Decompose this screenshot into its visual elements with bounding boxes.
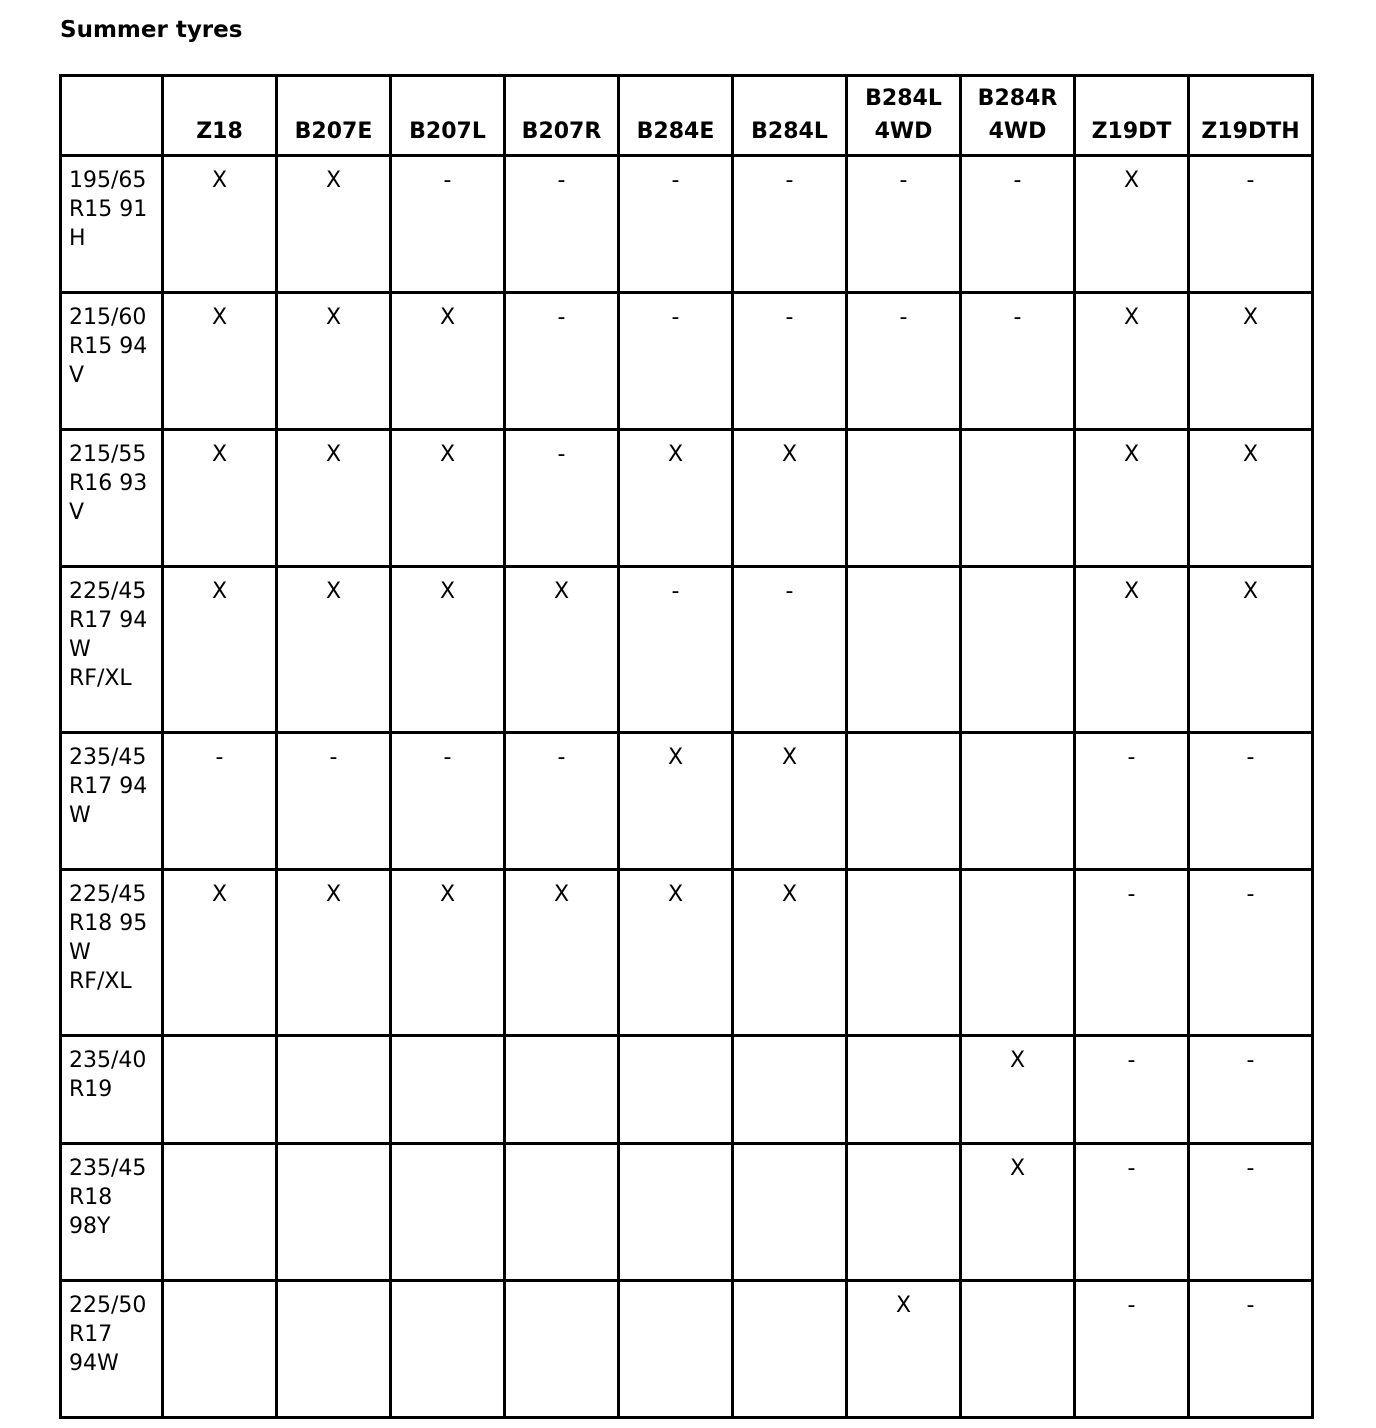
fitment-cell: - [505, 430, 619, 567]
fitment-cell [391, 1281, 505, 1418]
fitment-cell: X [961, 1036, 1075, 1144]
tyre-size-line: W [69, 803, 91, 828]
tyre-size-line: H [69, 226, 86, 251]
tyre-size-line: R18 [69, 1185, 113, 1210]
fitment-cell [847, 430, 961, 567]
tyre-size-line: V [69, 500, 85, 525]
tyre-size-line: 225/45 [69, 579, 147, 604]
fitment-cell: - [505, 733, 619, 870]
fitment-cell [505, 1144, 619, 1281]
tyre-size-cell [61, 870, 163, 1036]
tyre-size-cell [61, 733, 163, 870]
fitment-cell [163, 1281, 277, 1418]
column-header-text: Z19DT [1091, 119, 1172, 144]
fitment-cell: X [163, 870, 277, 1036]
fitment-cell: X [1075, 567, 1189, 733]
fitment-cell: X [961, 1144, 1075, 1281]
fitment-cell [733, 1036, 847, 1144]
fitment-cell [619, 1281, 733, 1418]
fitment-cell: X [619, 733, 733, 870]
table-row [61, 1281, 1313, 1418]
tyre-size-line: 195/65 [69, 168, 147, 193]
fitment-cell: - [391, 156, 505, 293]
fitment-cell [961, 1281, 1075, 1418]
fitment-cell [391, 1144, 505, 1281]
fitment-cell: - [1075, 1144, 1189, 1281]
tyre-size-line: 225/45 [69, 882, 147, 907]
fitment-cell [277, 1036, 391, 1144]
tyre-size-line: 225/50 [69, 1293, 147, 1318]
tyre-compatibility-table [59, 74, 1314, 1419]
fitment-cell [163, 1144, 277, 1281]
fitment-cell: X [391, 567, 505, 733]
table-row [61, 430, 1313, 567]
fitment-cell: X [733, 430, 847, 567]
tyre-size-line: 215/60 [69, 305, 147, 330]
tyre-size-line: R15 94 [69, 334, 148, 359]
tyre-size-cell [61, 1144, 163, 1281]
fitment-cell [961, 567, 1075, 733]
table-row [61, 567, 1313, 733]
fitment-cell [505, 1036, 619, 1144]
fitment-cell: X [277, 430, 391, 567]
fitment-cell: X [163, 156, 277, 293]
fitment-cell: X [1075, 293, 1189, 430]
fitment-cell: X [505, 870, 619, 1036]
column-header [505, 76, 619, 156]
fitment-cell: X [391, 430, 505, 567]
fitment-cell [961, 430, 1075, 567]
tyre-size-line: R15 91 [69, 197, 148, 222]
column-header [277, 76, 391, 156]
column-header-text: 4WD [874, 119, 933, 144]
fitment-cell: - [619, 293, 733, 430]
fitment-cell: X [277, 567, 391, 733]
tyre-size-line: R19 [69, 1077, 113, 1102]
fitment-cell: - [1189, 156, 1313, 293]
fitment-cell: - [847, 293, 961, 430]
fitment-cell [847, 1144, 961, 1281]
fitment-cell: - [619, 156, 733, 293]
fitment-cell: X [1189, 567, 1313, 733]
fitment-cell [619, 1036, 733, 1144]
tyre-size-line: R17 94 [69, 608, 148, 633]
fitment-cell: X [277, 870, 391, 1036]
tyre-size-cell [61, 293, 163, 430]
fitment-cell: X [619, 870, 733, 1036]
fitment-cell: - [733, 156, 847, 293]
tyre-size-line: RF/XL [69, 969, 132, 994]
fitment-cell: - [505, 156, 619, 293]
column-header-text: B207R [521, 119, 602, 144]
fitment-cell: - [277, 733, 391, 870]
fitment-cell: - [391, 733, 505, 870]
column-header-text: B284R [977, 86, 1058, 111]
tyre-size-cell [61, 1036, 163, 1144]
fitment-cell: X [1189, 293, 1313, 430]
fitment-cell: X [277, 156, 391, 293]
column-header [1075, 76, 1189, 156]
fitment-cell [847, 733, 961, 870]
fitment-cell [505, 1281, 619, 1418]
fitment-cell: - [1189, 1036, 1313, 1144]
page-title: Summer tyres [60, 17, 243, 43]
tyre-size-line: 235/40 [69, 1048, 147, 1073]
fitment-cell [163, 1036, 277, 1144]
column-header [1189, 76, 1313, 156]
fitment-cell: X [391, 293, 505, 430]
tyre-size-line: R17 94 [69, 774, 148, 799]
column-header-text: B284L [751, 119, 828, 144]
fitment-cell: X [733, 733, 847, 870]
fitment-cell: - [1189, 1281, 1313, 1418]
fitment-cell: X [619, 430, 733, 567]
fitment-cell: - [733, 567, 847, 733]
column-header-text: Z18 [196, 119, 243, 144]
fitment-cell [277, 1281, 391, 1418]
fitment-cell: - [847, 156, 961, 293]
tyre-size-line: W [69, 940, 91, 965]
fitment-cell [391, 1036, 505, 1144]
tyre-size-line: 94W [69, 1351, 119, 1376]
table-row [61, 1144, 1313, 1281]
tyre-size-line: R17 [69, 1322, 113, 1347]
fitment-cell: - [1075, 1036, 1189, 1144]
tyre-size-cell [61, 156, 163, 293]
column-header-text: B207E [294, 119, 373, 144]
column-header [733, 76, 847, 156]
column-header [961, 76, 1075, 156]
column-header-text: B284L [865, 86, 942, 111]
fitment-cell: - [1075, 870, 1189, 1036]
fitment-cell: - [505, 293, 619, 430]
fitment-cell: - [961, 156, 1075, 293]
table-row [61, 733, 1313, 870]
fitment-cell: X [1189, 430, 1313, 567]
column-header-text: 4WD [988, 119, 1047, 144]
fitment-cell [277, 1144, 391, 1281]
tyre-size-cell [61, 1281, 163, 1418]
header-corner-cell [61, 76, 163, 156]
fitment-cell: X [163, 567, 277, 733]
fitment-cell [733, 1144, 847, 1281]
fitment-cell [847, 1036, 961, 1144]
fitment-cell: - [1075, 733, 1189, 870]
column-header-text: Z19DTH [1201, 119, 1300, 144]
column-header [163, 76, 277, 156]
table-row [61, 293, 1313, 430]
table-header-row [61, 76, 1313, 156]
fitment-cell [619, 1144, 733, 1281]
tyre-size-line: 235/45 [69, 745, 147, 770]
fitment-cell: - [1189, 733, 1313, 870]
fitment-cell [961, 733, 1075, 870]
column-header [391, 76, 505, 156]
table-row [61, 156, 1313, 293]
tyre-size-line: W [69, 637, 91, 662]
fitment-cell: - [1189, 870, 1313, 1036]
fitment-cell [961, 870, 1075, 1036]
tyre-size-cell [61, 567, 163, 733]
fitment-cell: X [847, 1281, 961, 1418]
tyre-size-line: 215/55 [69, 442, 147, 467]
fitment-cell: - [1075, 1281, 1189, 1418]
fitment-cell: X [733, 870, 847, 1036]
tyre-size-line: 98Y [69, 1214, 111, 1239]
tyre-size-line: 235/45 [69, 1156, 147, 1181]
column-header [619, 76, 733, 156]
fitment-cell [847, 870, 961, 1036]
column-header-text: B284E [636, 119, 715, 144]
fitment-cell: - [733, 293, 847, 430]
column-header [847, 76, 961, 156]
tyre-size-cell [61, 430, 163, 567]
table-row [61, 1036, 1313, 1144]
fitment-cell: - [163, 733, 277, 870]
tyre-size-line: R16 93 [69, 471, 148, 496]
fitment-cell: - [619, 567, 733, 733]
tyre-size-line: RF/XL [69, 666, 132, 691]
fitment-cell: - [961, 293, 1075, 430]
tyre-size-line: R18 95 [69, 911, 148, 936]
fitment-cell [847, 567, 961, 733]
fitment-cell: X [277, 293, 391, 430]
fitment-cell [733, 1281, 847, 1418]
fitment-cell: - [1189, 1144, 1313, 1281]
table-row [61, 870, 1313, 1036]
fitment-cell: X [163, 293, 277, 430]
fitment-cell: X [505, 567, 619, 733]
fitment-cell: X [163, 430, 277, 567]
tyre-size-line: V [69, 363, 85, 388]
fitment-cell: X [1075, 430, 1189, 567]
fitment-cell: X [391, 870, 505, 1036]
column-header-text: B207L [409, 119, 486, 144]
fitment-cell: X [1075, 156, 1189, 293]
